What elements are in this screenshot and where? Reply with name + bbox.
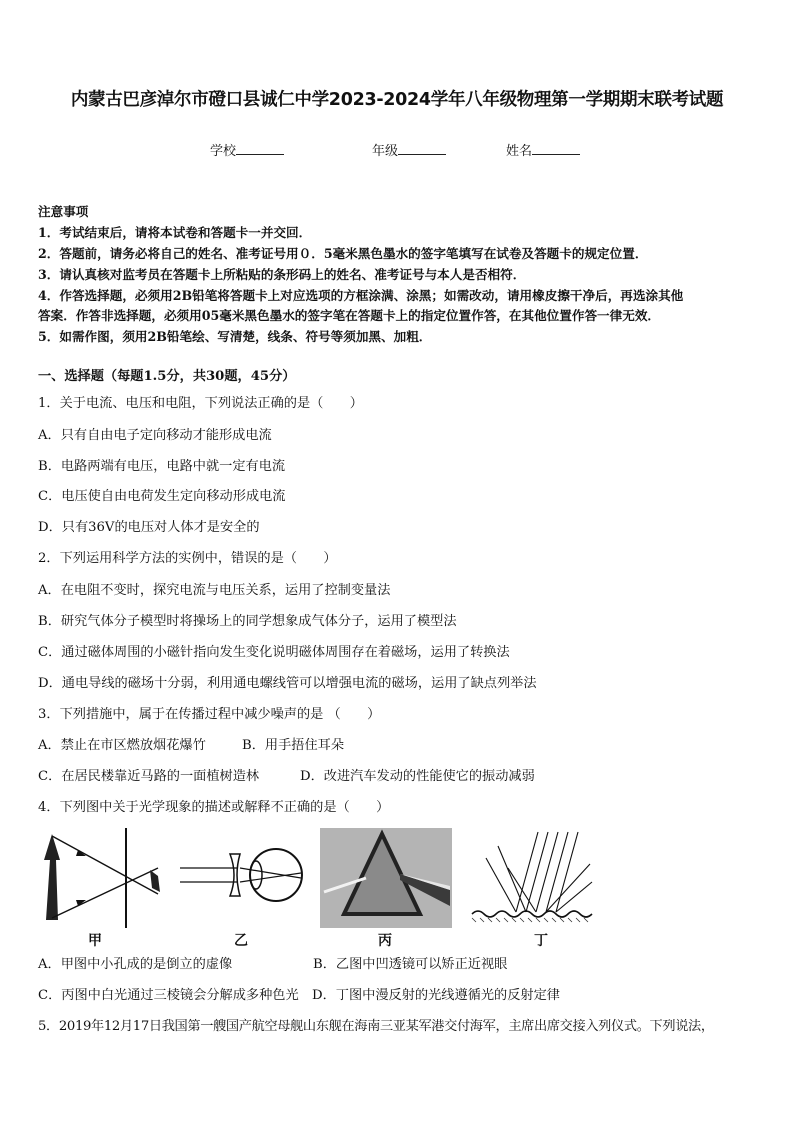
question-4-option-c: C．丙图中白光通过三棱镜会分解成多种色光 <box>38 988 299 1003</box>
school-blank[interactable] <box>236 142 284 155</box>
question-2-option-d: D．通电导线的磁场十分弱，利用通电螺线管可以增强电流的磁场，运用了缺点列举法 <box>38 676 537 691</box>
question-1-option-c: C．电压使自由电荷发生定向移动形成电流 <box>38 489 286 504</box>
question-3-option-c: C．在居民楼靠近马路的一面植树造林 <box>38 769 260 784</box>
eyeball <box>250 849 302 901</box>
question-4-figures <box>38 828 598 949</box>
image-arrow <box>150 870 160 892</box>
question-4-option-a: A．甲图中小孔成的是倒立的虚像 <box>38 957 233 972</box>
notice-heading: 注意事项 <box>38 204 89 219</box>
grade-blank[interactable] <box>398 142 446 155</box>
notice-item: 答案．作答非选择题，必须用05毫米黑色墨水的签字笔在答题卡上的指定位置作答，在其他位置作答一律无效． <box>38 308 661 323</box>
question-4-option-d: D．丁图中漫反射的光线遵循光的反射定律 <box>312 988 560 1003</box>
name-blank[interactable] <box>532 142 580 155</box>
notice-item: 4．作答选择题，必须用2B铅笔将答题卡上对应选项的方框涂满、涂黑；如需改动，请用橡皮擦干净后，再选涂其他 <box>38 288 684 303</box>
question-1-option-d: D．只有36V的电压对人体才是安全的 <box>38 520 260 535</box>
question-3-option-d: D．改进汽车发动的性能使它的振动减弱 <box>300 769 535 784</box>
question-1-stem: 1．关于电流、电压和电阻，下列说法正确的是（ ） <box>38 396 363 411</box>
question-1-option-a: A．只有自由电子定向移动才能形成电流 <box>38 428 272 443</box>
question-1-option-b: B．电路两端有电压，电路中就一定有电流 <box>38 459 286 474</box>
notice-item: 3．请认真核对监考员在答题卡上所粘贴的条形码上的姓名、准考证号与本人是否相符． <box>38 267 526 282</box>
question-2-stem: 2．下列运用科学方法的实例中，错误的是（ ） <box>38 551 337 566</box>
notice-item: 5．如需作图，须用2B铅笔绘、写清楚，线条、符号等须加黑、加粗． <box>38 329 432 344</box>
exam-title: 内蒙古巴彦淖尔市磴口县诚仁中学2023-2024学年八年级物理第一学期期末联考试题 <box>70 90 724 110</box>
rough-surface <box>472 911 592 917</box>
school-label: 学校 <box>210 144 237 159</box>
diffuse-reflection-diagram <box>468 828 598 928</box>
name-field <box>506 140 580 159</box>
figure-label-ding: 丁 <box>534 933 548 949</box>
question-4-stem: 4．下列图中关于光学现象的描述或解释不正确的是（ ） <box>38 800 390 815</box>
question-2-option-a: A．在电阻不变时，探究电流与电压关系，运用了控制变量法 <box>38 583 391 598</box>
pinhole-diagram <box>38 828 168 928</box>
concave-lens <box>230 854 240 896</box>
grade-label: 年级 <box>372 144 399 159</box>
prism-diagram <box>320 828 452 928</box>
figure-label-yi: 乙 <box>234 933 248 949</box>
question-3-option-a: A．禁止在市区燃放烟花爆竹 <box>38 738 206 753</box>
figure-label-bing: 丙 <box>378 933 392 949</box>
question-5-stem: 5．2019年12月17日我国第一艘国产航空母舰山东舰在海南三亚某军港交付海军，主席出席交接入列仪式。下列说法， <box>38 1019 714 1034</box>
question-2-option-c: C．通过磁体周围的小磁针指向发生变化说明磁体周围存在着磁场，运用了转换法 <box>38 645 510 660</box>
school-field <box>210 140 284 159</box>
eye-lens-diagram <box>178 828 308 928</box>
question-2-option-b: B．研究气体分子模型时将操场上的同学想象成气体分子，运用了模型法 <box>38 614 457 629</box>
notice-item: 1．考试结束后，请将本试卷和答题卡一并交回． <box>38 225 312 240</box>
section-heading: 一、选择题（每题1.5分，共30题，45分） <box>38 369 296 384</box>
question-4-option-b: B．乙图中凹透镜可以矫正近视眼 <box>313 957 508 972</box>
grade-field <box>372 140 446 159</box>
figure-label-jia: 甲 <box>88 933 102 949</box>
object-arrow <box>44 834 60 920</box>
notice-item: 2．答题前，请务必将自己的姓名、准考证号用０．5毫米黑色墨水的签字笔填写在试卷及答题卡的规定位置． <box>38 246 648 261</box>
question-3-option-b: B．用手捂住耳朵 <box>242 738 345 753</box>
question-3-stem: 3．下列措施中，属于在传播过程中减少噪声的是 （ ） <box>38 707 381 722</box>
name-label: 姓名 <box>506 144 533 159</box>
